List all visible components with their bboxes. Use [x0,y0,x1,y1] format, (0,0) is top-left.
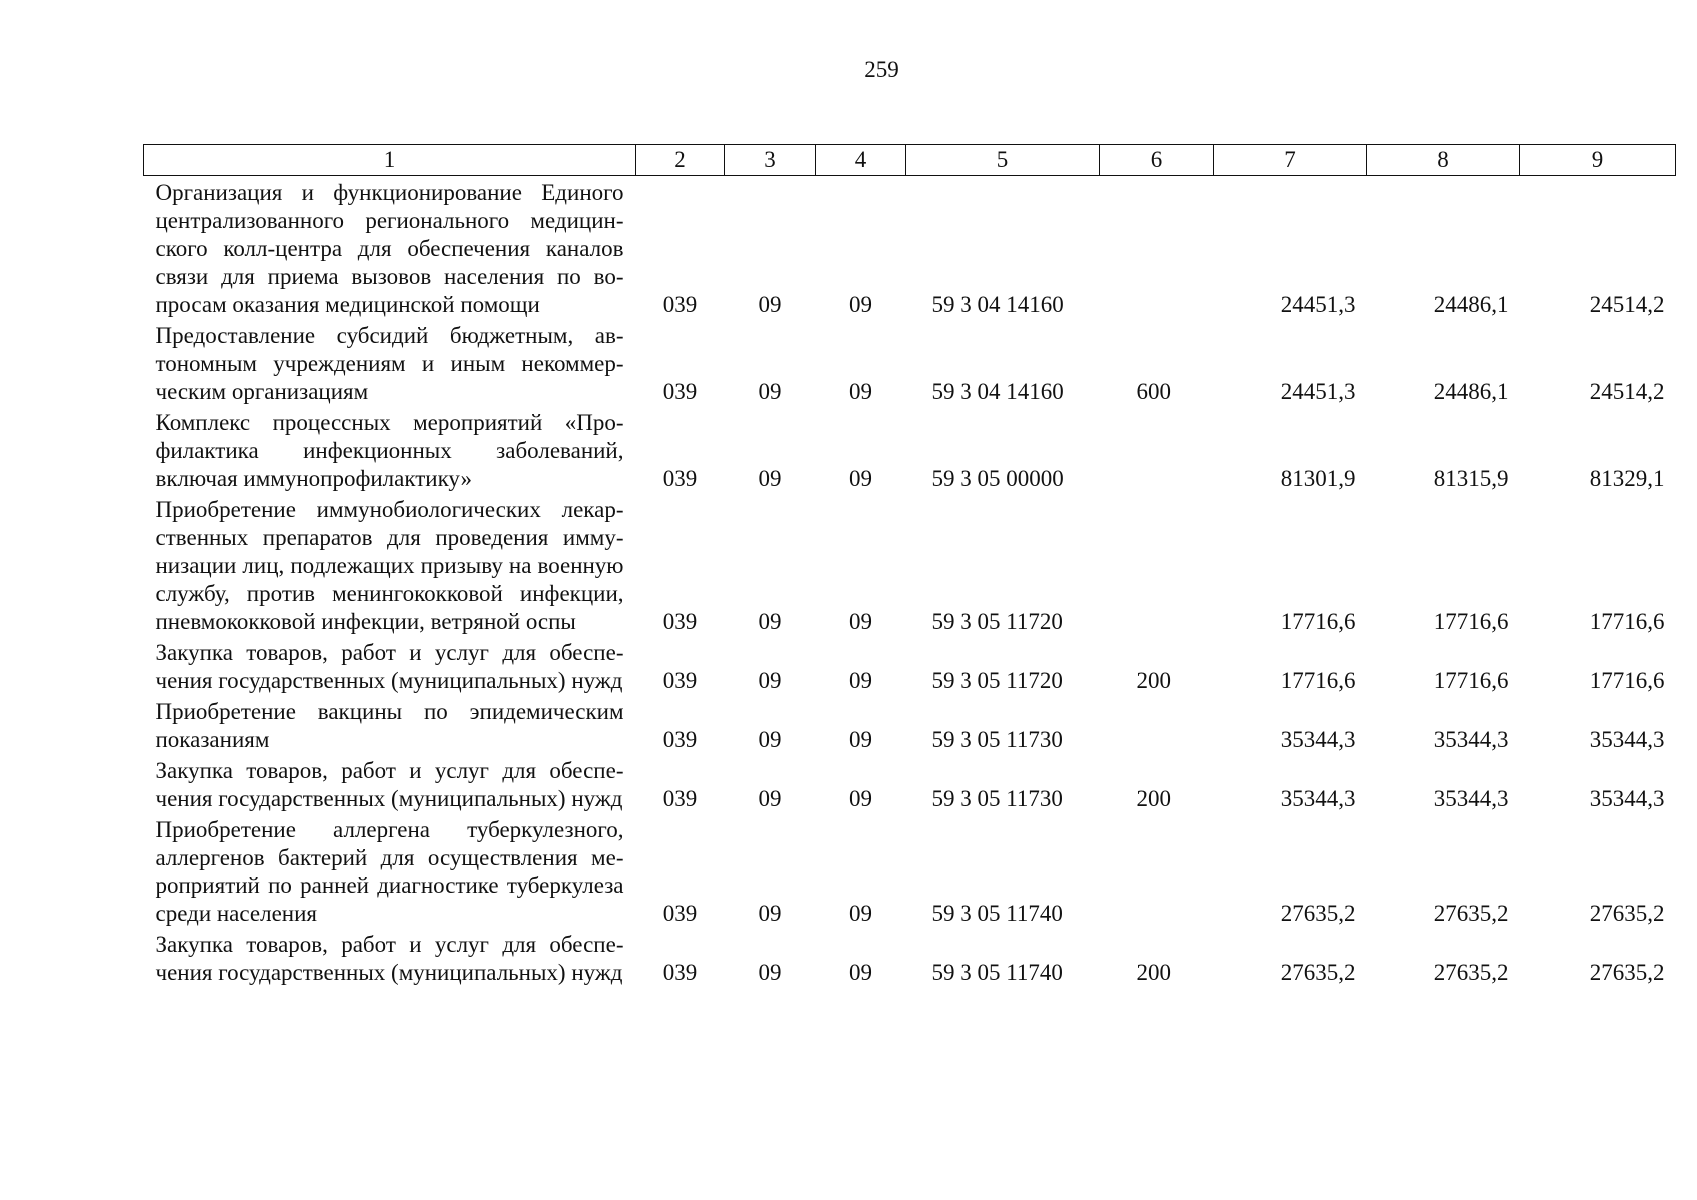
cell-col-8: 24486,1 [1433,292,1509,317]
cell-col-7: 17716,6 [1280,609,1356,634]
table-row [144,319,1676,406]
cell-col-5: 59 3 04 14160 [931,379,1064,404]
cell-col-2: 039 [662,727,698,752]
cell-col-4: 09 [849,466,872,491]
cell-col-8: 24486,1 [1433,379,1509,404]
cell-col-9: 17716,6 [1589,609,1665,634]
cell-col-4: 09 [849,668,872,693]
cell-col-4: 09 [849,292,872,317]
cell-col-6 [1100,176,1214,320]
table-row [144,636,1676,695]
cell-col-2: 039 [662,379,698,404]
cell-col-3: 09 [758,609,782,634]
cell-col-7: 81301,9 [1280,466,1356,491]
cell-col-2: 039 [662,609,698,634]
cell-col-3: 09 [758,292,782,317]
cell-col-8: 17716,6 [1433,609,1509,634]
row-description: Приобретение иммунобиологических лекарственных препаратов для проведения иммунизации лиц, подлежащих призыву на военную службу, против менингококковой инфекции, пневмококковой инфекции, ветряной оспы [155,497,624,634]
cell-col-4: 09 [849,727,872,752]
cell-col-7: 35344,3 [1280,727,1356,752]
cell-col-5: 59 3 05 11730 [931,727,1063,752]
cell-col-5: 59 3 05 11720 [931,609,1063,634]
cell-col-6: 200 [1136,960,1171,985]
row-description: Приобретение вакцины по эпидемическим показаниям [155,699,624,752]
row-description: Организация и функционирование Единого централизованного регионального медицинского колл-центра для обеспечения каналов связи для приема вызовов населения по вопросам оказания медицинской помощи [155,180,624,317]
budget-table [143,144,1676,987]
column-header-5: 5 [906,145,1100,176]
cell-col-2: 039 [662,960,698,985]
table-body [144,176,1676,988]
cell-col-7: 24451,3 [1280,292,1356,317]
cell-col-2: 039 [662,292,698,317]
cell-col-4: 09 [849,609,872,634]
cell-col-7: 27635,2 [1280,960,1356,985]
cell-col-3: 09 [758,466,782,491]
cell-col-6 [1100,695,1214,754]
cell-col-6 [1100,813,1214,928]
cell-col-6: 200 [1136,786,1171,811]
cell-col-2: 039 [662,901,698,926]
table-row [144,695,1676,754]
cell-col-4: 09 [849,379,872,404]
cell-col-5: 59 3 05 11730 [931,786,1063,811]
cell-col-5: 59 3 05 11720 [931,668,1063,693]
cell-col-9: 27635,2 [1589,960,1665,985]
cell-col-9: 81329,1 [1589,466,1665,491]
column-header-7: 7 [1214,145,1367,176]
cell-col-8: 35344,3 [1433,727,1509,752]
cell-col-4: 09 [849,901,872,926]
cell-col-7: 24451,3 [1280,379,1356,404]
cell-col-3: 09 [758,960,782,985]
row-description: Закупка товаров, работ и услуг для обеспечения государственных (муниципальных) нужд [155,758,624,811]
table-row [144,813,1676,928]
cell-col-9: 24514,2 [1589,379,1665,404]
cell-col-7: 35344,3 [1280,786,1356,811]
row-description: Приобретение аллергена туберкулезного, аллергенов бактерий для осуществления мероприятий по ранней диагностике туберкулеза среди населения [155,817,624,926]
cell-col-6 [1100,493,1214,636]
table-row [144,406,1676,493]
column-header-4: 4 [816,145,906,176]
column-header-1: 1 [144,145,636,176]
cell-col-3: 09 [758,901,782,926]
cell-col-3: 09 [758,379,782,404]
cell-col-9: 17716,6 [1589,668,1665,693]
cell-col-8: 27635,2 [1433,960,1509,985]
table-row [144,493,1676,636]
cell-col-8: 27635,2 [1433,901,1509,926]
cell-col-7: 17716,6 [1280,668,1356,693]
cell-col-9: 27635,2 [1589,901,1665,926]
cell-col-9: 35344,3 [1589,727,1665,752]
column-header-6: 6 [1100,145,1214,176]
header-row [144,145,1676,176]
column-header-8: 8 [1367,145,1520,176]
cell-col-4: 09 [849,786,872,811]
column-header-3: 3 [725,145,816,176]
table-row [144,176,1676,320]
cell-col-5: 59 3 05 11740 [931,960,1063,985]
cell-col-6: 600 [1136,379,1171,404]
cell-col-8: 81315,9 [1433,466,1509,491]
row-description: Закупка товаров, работ и услуг для обеспечения государственных (муниципальных) нужд [155,640,624,693]
cell-col-3: 09 [758,786,782,811]
cell-col-3: 09 [758,727,782,752]
cell-col-8: 17716,6 [1433,668,1509,693]
cell-col-5: 59 3 05 00000 [931,466,1064,491]
column-header-2: 2 [636,145,725,176]
page-number: 259 [864,57,899,82]
cell-col-6: 200 [1136,668,1171,693]
cell-col-9: 35344,3 [1589,786,1665,811]
cell-col-5: 59 3 04 14160 [931,292,1064,317]
row-description: Закупка товаров, работ и услуг для обеспечения государственных (муниципальных) нужд [155,932,624,985]
table-row [144,754,1676,813]
cell-col-7: 27635,2 [1280,901,1356,926]
cell-col-3: 09 [758,668,782,693]
cell-col-2: 039 [662,668,698,693]
cell-col-8: 35344,3 [1433,786,1509,811]
table-row [144,928,1676,987]
column-header-9: 9 [1520,145,1676,176]
cell-col-2: 039 [662,786,698,811]
row-description: Предоставление субсидий бюджетным, автономным учреждениям и иным некоммерческим организациям [155,323,624,404]
table-header [144,145,1676,176]
cell-col-5: 59 3 05 11740 [931,901,1063,926]
cell-col-2: 039 [662,466,698,491]
cell-col-6 [1100,406,1214,493]
cell-col-9: 24514,2 [1589,292,1665,317]
cell-col-4: 09 [849,960,872,985]
row-description: Комплекс процессных мероприятий «Профилактика инфекционных заболеваний, включая иммунопрофилактику» [155,410,624,491]
